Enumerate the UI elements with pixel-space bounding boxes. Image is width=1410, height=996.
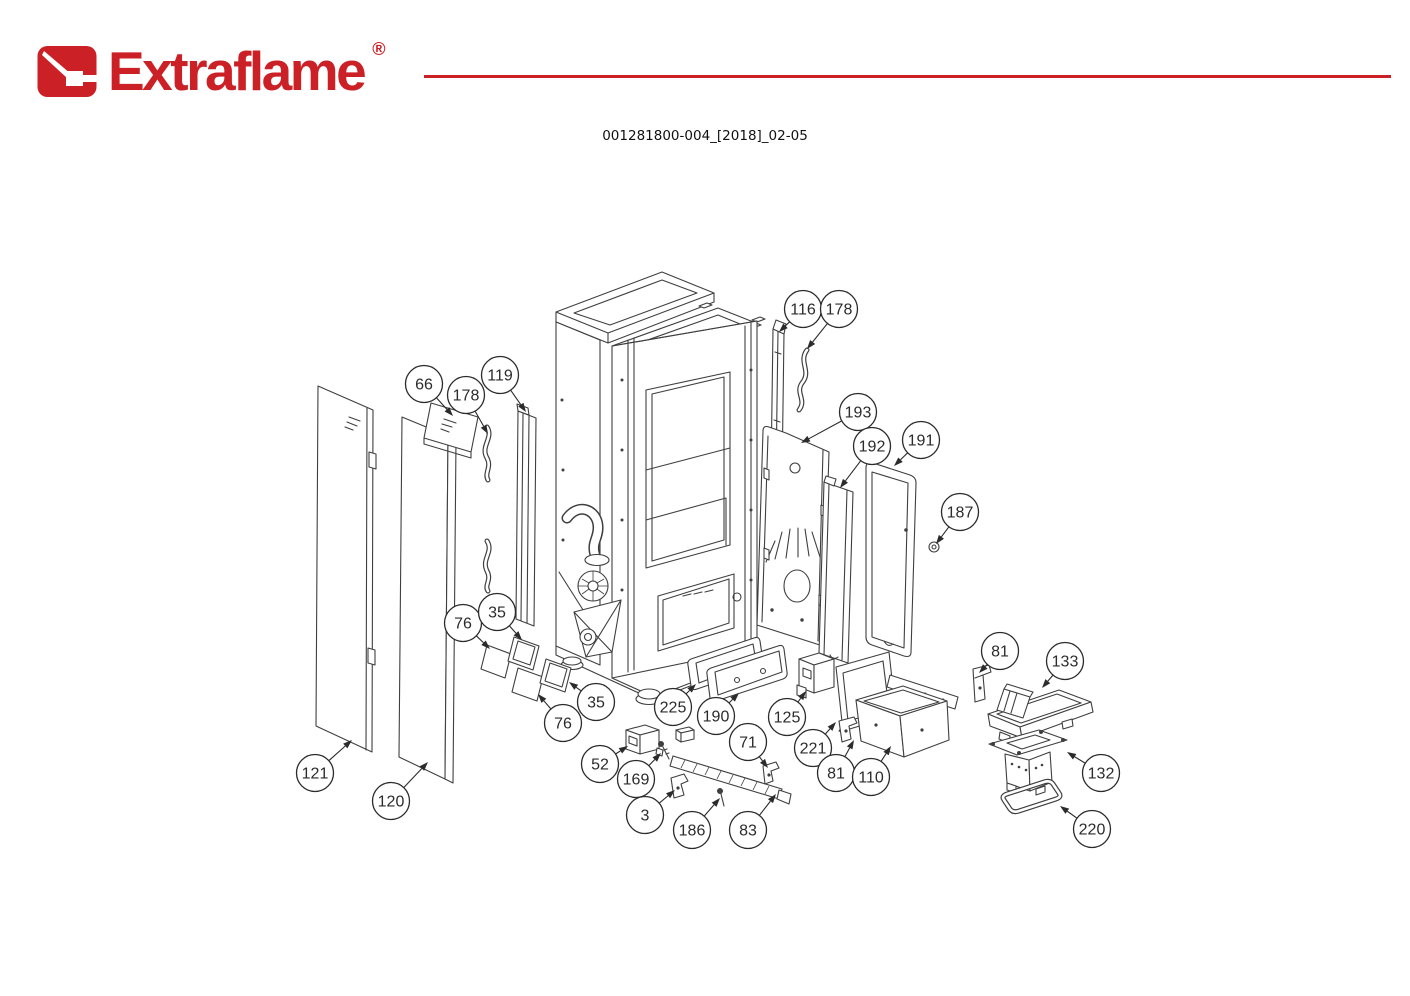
callout-110 — [853, 746, 892, 796]
part-192-inner-panel — [819, 476, 853, 663]
callout-186 — [674, 798, 721, 849]
svg-text:83: 83 — [739, 822, 757, 840]
svg-text:132: 132 — [1087, 765, 1115, 783]
svg-text:3: 3 — [640, 807, 650, 825]
svg-text:120: 120 — [377, 793, 405, 811]
svg-text:178: 178 — [452, 387, 480, 405]
svg-text:66: 66 — [415, 376, 433, 394]
callout-71 — [730, 724, 769, 769]
svg-text:35: 35 — [488, 604, 506, 622]
svg-text:220: 220 — [1078, 821, 1106, 839]
svg-text:191: 191 — [907, 432, 935, 450]
part-76-plate-lower — [512, 668, 543, 701]
callout-191 — [894, 422, 940, 467]
svg-text:52: 52 — [591, 756, 609, 774]
registered-trademark-icon: ® — [372, 39, 386, 59]
callout-35 — [479, 594, 523, 641]
svg-text:121: 121 — [301, 765, 329, 783]
part-120-side-panel — [399, 417, 456, 783]
callout-119 — [482, 357, 527, 413]
svg-text:187: 187 — [946, 504, 974, 522]
svg-text:81: 81 — [991, 643, 1009, 661]
callout-169 — [618, 753, 662, 798]
svg-text:71: 71 — [739, 734, 757, 752]
part-81-bracket-left — [839, 717, 857, 742]
svg-text:192: 192 — [858, 438, 886, 456]
part-main-body-frame — [556, 272, 765, 705]
svg-text:81: 81 — [827, 765, 845, 783]
svg-text:116: 116 — [790, 301, 816, 319]
part-3-clip — [671, 774, 688, 798]
svg-text:190: 190 — [702, 708, 730, 726]
callout-120 — [373, 762, 429, 820]
callout-116 — [779, 291, 822, 333]
part-186-screw — [717, 788, 724, 806]
callout-121 — [297, 740, 353, 792]
svg-text:186: 186 — [678, 822, 706, 840]
svg-text:221: 221 — [799, 740, 827, 758]
svg-text:125: 125 — [773, 709, 801, 727]
callout-81 — [979, 633, 1019, 674]
callout-225 — [655, 684, 697, 726]
part-35-plate-upper — [508, 637, 539, 670]
svg-text:76: 76 — [454, 615, 472, 633]
document-title: 001281800-004_[2018]_02-05 — [602, 128, 808, 144]
callout-83 — [730, 794, 777, 849]
callout-190 — [698, 693, 740, 735]
svg-text:133: 133 — [1051, 653, 1079, 671]
svg-text:193: 193 — [844, 404, 872, 422]
part-187-screw — [929, 542, 939, 552]
part-76-plate-upper — [481, 645, 511, 678]
part-191-door-frame — [866, 463, 916, 657]
callout-220 — [1060, 806, 1111, 848]
svg-text:35: 35 — [587, 694, 605, 712]
svg-text:169: 169 — [622, 771, 650, 789]
part-mini-bracket — [676, 727, 694, 742]
svg-text:110: 110 — [858, 769, 884, 787]
svg-text:225: 225 — [659, 699, 687, 717]
part-119-trim-strip — [516, 404, 536, 626]
callout-132 — [1067, 752, 1120, 792]
part-125-bracket — [797, 653, 834, 698]
brand-name: Extraflame — [108, 40, 365, 102]
svg-text:119: 119 — [487, 367, 513, 385]
callout-187 — [936, 494, 979, 545]
part-193-back-panel — [757, 427, 829, 647]
svg-text:76: 76 — [554, 715, 572, 733]
part-52-bracket — [626, 725, 663, 756]
callout-133 — [1042, 643, 1084, 689]
part-121-left-side-panel — [316, 386, 376, 752]
svg-text:178: 178 — [825, 301, 853, 319]
callout-76 — [538, 694, 582, 742]
callout-125 — [769, 691, 807, 736]
callout-66 — [406, 366, 454, 417]
